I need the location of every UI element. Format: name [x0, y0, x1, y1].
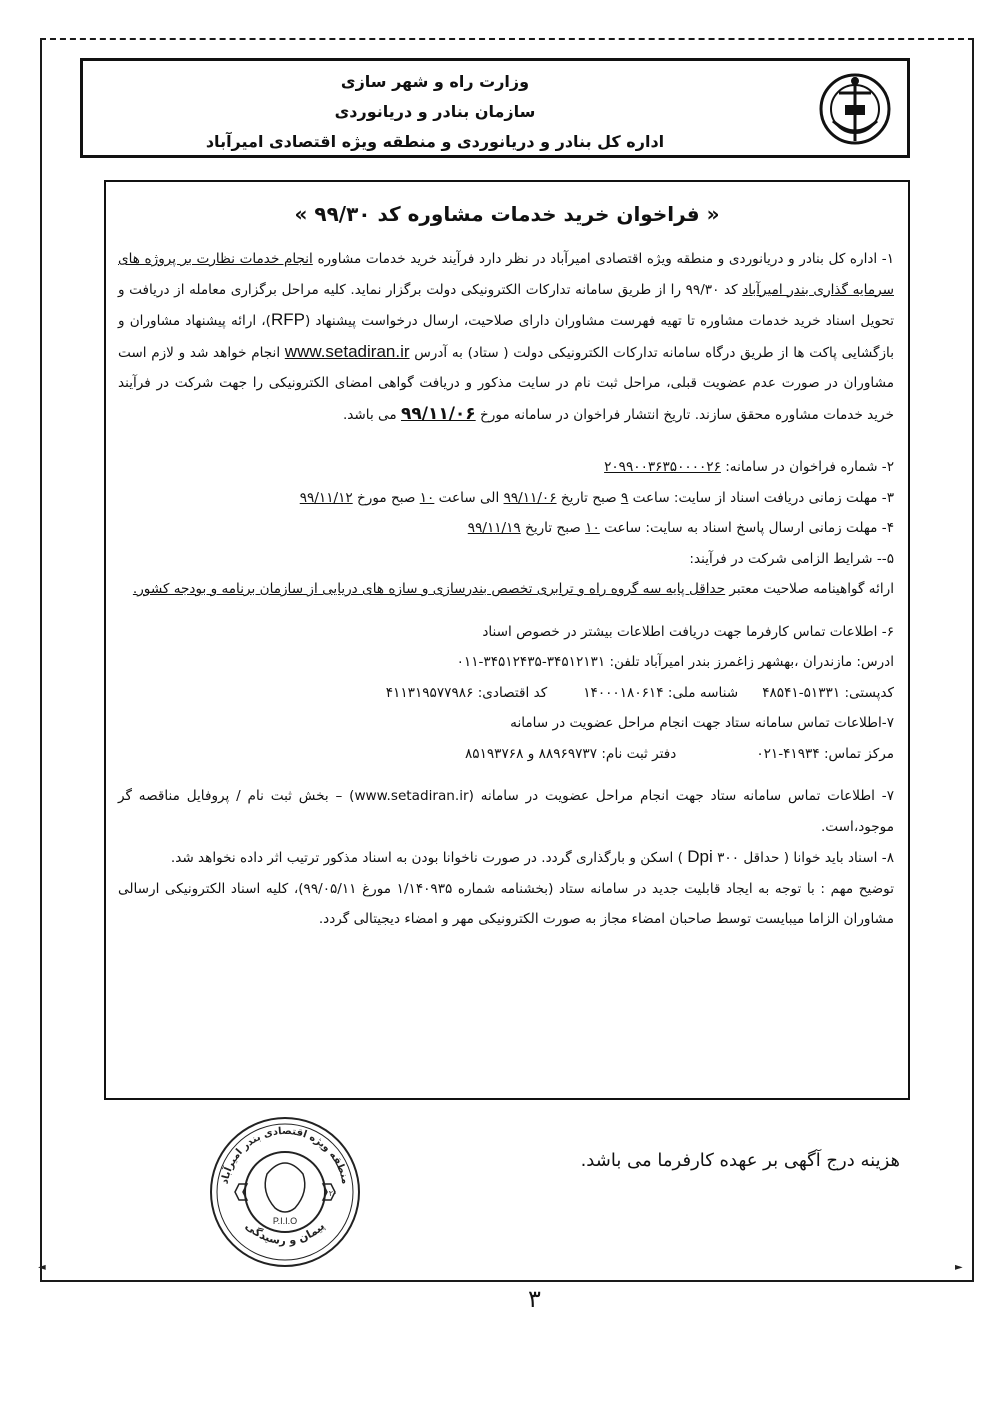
- national-id: شناسه ملی: ۱۴۰۰۰۱۸۰۶۱۴: [583, 684, 739, 701]
- item-7b: ۷- اطلاعات تماس سامانه ستاد جهت انجام مراحل عضویت در سامانه (www.setadiran.ir) – بخش ثبت نام / پروفایل مناقصه گر موجود،است.: [118, 788, 894, 835]
- text-span: صبح مورخ: [352, 489, 420, 506]
- item-7a: ۷-اطلاعات تماس سامانه ستاد جهت انجام مراحل عضویت در سامانه: [510, 715, 894, 731]
- text-span: می باشد.: [342, 406, 401, 423]
- date-value: ۹۹/۱۱/۱۲: [299, 489, 353, 506]
- notice-box: [104, 180, 910, 1100]
- qualification-requirement: حداقل پایه سه گروه راه و ترابری تخصص بندرسازی و سازه های دریایی از سازمان برنامه و بودجه کشور.: [132, 581, 726, 597]
- organization-name: سازمان بنادر و دریانوردی: [334, 102, 536, 121]
- text-span: انجام خواهد شد و لازم است مشاوران در صورت عدم عضویت قبلی، مراحل ثبت نام در سایت مذکور و دریافت گواهی امضای الکترونیکی را جهت شرکت در فرآیند خرید خدمات مشاوره محقق سازند. تاریخ انتشار فراخوان در سامانه مورخ: [118, 344, 894, 423]
- notice-title: « فراخوان خرید خدمات مشاوره کد ۹۹/۳۰ »: [294, 202, 720, 226]
- advertisement-cost-note: هزینه درج آگهی بر عهده کارفرما می باشد.: [580, 1150, 900, 1171]
- item-4: [106, 513, 908, 544]
- important-note: توضیح مهم : با توجه به ایجاد قابلیت جدید در سامانه ستاد (بخشنامه شماره ۱/۱۴۰۹۳۵ مورغ ۹۹/۰۵/۱۱)، کلیه اسناد الکترونیکی ارسالی مشاوران الزاما میبایست توسط صاحبان امضاء مجاز به صورت الکترونیکی مهر و امضاء دیجیتالی گردد.: [118, 880, 894, 927]
- item-6: ۶- اطلاعات تماس کارفرما جهت دریافت اطلاعات بیشتر در خصوص اسناد: [482, 623, 894, 640]
- text-span: صبح تاریخ: [520, 520, 586, 536]
- time-value: ۱۰: [585, 520, 600, 536]
- text-span: )، ارائه پیشنهاد مشاوران و بازگشایی پاکت ها از طریق درگاه سامانه تدارکات الکترونیکی دولت ( ستاد) به آدرس: [118, 313, 894, 361]
- text-span: الی ساعت: [434, 489, 504, 506]
- ministry-name: وزارت راه و شهر سازی: [340, 72, 530, 91]
- item-2: [106, 452, 908, 483]
- text-span: ارائه گواهینامه صلاحیت معتبر: [725, 581, 894, 597]
- employer-address: ادرس: مازندران ،بهشهر زاغمرز بندر امیرآباد تلفن: ۳۴۵۱۲۱۳۱-۳۴۵۱۲۴۳۵-۰۱۱: [456, 654, 894, 670]
- item-3: [106, 483, 908, 514]
- time-value: ۹: [620, 489, 629, 506]
- text-span: صبح تاریخ: [556, 489, 621, 506]
- text-span: کد ۹۹/۳۰ را از طریق سامانه تدارکات الکترونیکی دولت برگزار نماید. کلیه مراحل برگزاری معامله از دریافت و تحویل اسناد خرید خدمات مشاوره تا تهیه فهرست مشاوران دارای صلاحیت، ارسال درخواست پیشنهاد (: [118, 281, 894, 329]
- text-span: ۳۰۰ ) اسکن و بارگذاری گردد. در صورت ناخوانا بودن به اسناد مذکور ترتیب اثر داده نخواهد شد.: [170, 850, 739, 866]
- item-5-detail: [106, 574, 908, 605]
- dpi-term: Dpi: [687, 847, 713, 866]
- tender-number: ۲۰۹۹۰۰۳۶۳۵۰۰۰۰۲۶: [604, 459, 721, 475]
- date-value: ۹۹/۱۱/۱۹: [467, 520, 521, 536]
- letterhead: [80, 58, 910, 158]
- publish-date: ۹۹/۱۱/۰۶: [400, 403, 476, 424]
- economic-code: کد اقتصادی: ۴۱۱۳۱۹۵۷۷۹۸۶: [385, 684, 548, 701]
- item-8: [106, 842, 908, 874]
- postal-code: کدپستی: ۵۱۳۳۱-۴۸۵۴۱: [762, 684, 894, 701]
- stamp-bottom-text: پیمان و رسیدگی: [242, 1219, 328, 1248]
- project-title: انجام خدمات نظارت بر پروژه های سرمایه گذاری بندر امیرآباد: [118, 251, 894, 298]
- letterhead-text: [93, 67, 777, 157]
- time-value: ۱۰: [419, 489, 435, 506]
- item-5: ۵-- شرایط الزامی شرکت در فرآیند:: [689, 550, 894, 567]
- registry-office: دفتر ثبت نام: ۸۸۹۶۹۷۳۷ و ۸۵۱۹۳۷۶۸: [464, 745, 677, 762]
- directorate-name: اداره کل بنادر و دریانوردی و منطقه ویژه اقتصادی امیرآباد: [205, 132, 665, 151]
- text-span: ۴- مهلت زمانی ارسال پاسخ اسناد به سایت: ساعت: [599, 520, 894, 536]
- text-span: ۸- اسناد باید خوانا ( حداقل: [739, 850, 894, 866]
- frame-corner-marker: ◄: [38, 1262, 46, 1273]
- setad-contacts: [106, 739, 908, 770]
- contact-center: مرکز تماس: ۴۱۹۳۴-۰۲۱: [756, 745, 894, 762]
- paragraph-1: [106, 244, 908, 430]
- frame-corner-marker: ►: [955, 1262, 963, 1273]
- setadiran-link[interactable]: www.setadiran.ir: [284, 341, 410, 361]
- page-number: ۳: [528, 1285, 541, 1313]
- employer-ids: [106, 678, 908, 709]
- stamp-code: P.I.I.O: [272, 1216, 298, 1226]
- ports-emblem-icon: [815, 69, 895, 149]
- text-span: ۲- شماره فراخوان در سامانه:: [720, 459, 894, 475]
- rfp-term: RFP: [270, 310, 305, 329]
- text-span: ۱- اداره کل بنادر و دریانوردی و منطقه ویژه اقتصادی امیرآباد در نظر دارد فرآیند خرید خدمات مشاوره: [312, 251, 894, 267]
- stamp-top-text: منطقه ویژه اقتصادی بندر امیرآباد: [219, 1125, 351, 1186]
- date-value: ۹۹/۱۱/۰۶: [503, 489, 557, 506]
- text-span: ۳- مهلت زمانی دریافت اسناد از سایت: ساعت: [628, 489, 894, 506]
- official-stamp: [205, 1112, 365, 1272]
- stamp-number: ۲۰: [328, 1189, 338, 1198]
